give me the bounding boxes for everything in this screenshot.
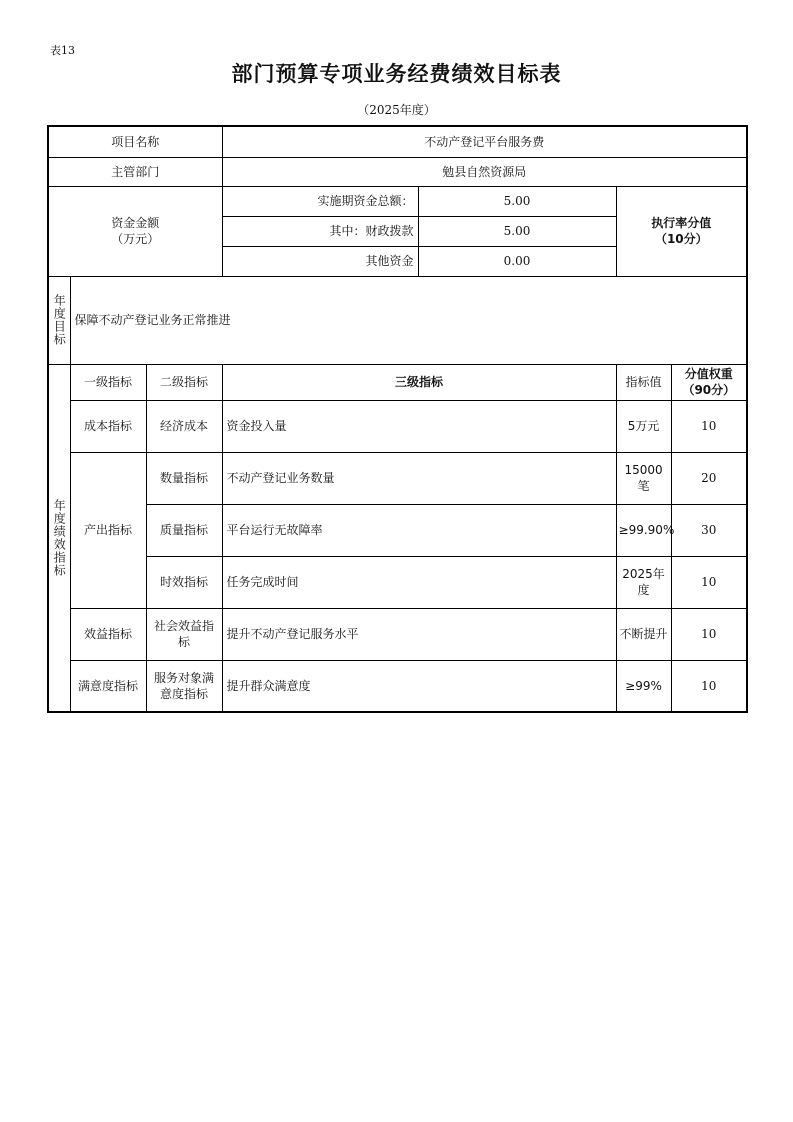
table-row: [48, 556, 747, 608]
other-funds-value: 0.00: [418, 246, 616, 276]
fiscal-funds-value: 5.00: [418, 216, 616, 246]
annual-goal-text: 保障不动产登记业务正常推进: [70, 276, 747, 364]
row-value: ≥99.90%: [616, 504, 671, 556]
performance-table: [47, 125, 748, 713]
header-weight: [671, 364, 747, 400]
row-level2: 服务对象满意度指标: [146, 660, 222, 712]
row-level3: 提升不动产登记服务水平: [222, 608, 616, 660]
row-level1: 产出指标: [70, 452, 146, 608]
row-level1: 成本指标: [70, 400, 146, 452]
funds-label: [48, 186, 222, 276]
header-weight-line2: （90分）: [682, 383, 736, 397]
row-value: ≥99%: [616, 660, 671, 712]
table-number: 表13: [50, 44, 75, 57]
execution-rate-line1: 执行率分值: [651, 216, 712, 230]
row-weight: 30: [671, 504, 747, 556]
row-weight: 10: [671, 608, 747, 660]
row-project-name: [48, 126, 747, 157]
row-level2: 质量指标: [146, 504, 222, 556]
header-level2: 二级指标: [146, 364, 222, 400]
row-level2: 数量指标: [146, 452, 222, 504]
row-weight: 10: [671, 556, 747, 608]
page-title: 部门预算专项业务经费绩效目标表: [231, 62, 562, 86]
row-level3: 平台运行无故障率: [222, 504, 616, 556]
funds-label-line2: （万元）: [111, 232, 160, 246]
row-level3: 不动产登记业务数量: [222, 452, 616, 504]
row-level2: 社会效益指标: [146, 608, 222, 660]
indicator-section-label-cell: [48, 364, 70, 712]
row-weight: 20: [671, 452, 747, 504]
row-level1: 满意度指标: [70, 660, 146, 712]
header-level1: 一级指标: [70, 364, 146, 400]
indicator-section-label: 年度绩效指标: [52, 498, 67, 577]
table-row: [48, 608, 747, 660]
row-value: 不断提升: [616, 608, 671, 660]
row-weight: 10: [671, 660, 747, 712]
table-row: [48, 400, 747, 452]
row-level3: 资金投入量: [222, 400, 616, 452]
total-funds-value: 5.00: [418, 186, 616, 216]
row-annual-goal: [48, 276, 747, 364]
fiscal-funds-label: 其中：财政拨款: [222, 216, 418, 246]
row-weight: 10: [671, 400, 747, 452]
row-funds-total: [48, 186, 747, 216]
row-value: 2025年度: [616, 556, 671, 608]
row-level3: 任务完成时间: [222, 556, 616, 608]
project-name-value: 不动产登记平台服务费: [222, 126, 747, 157]
header-weight-line1: 分值权重: [684, 367, 733, 381]
header-level3: 三级指标: [222, 364, 616, 400]
funds-label-line1: 资金金额: [111, 216, 160, 230]
row-department: [48, 157, 747, 186]
annual-goal-label: 年度目标: [52, 294, 67, 346]
department-label: 主管部门: [48, 157, 222, 186]
table-row: [48, 660, 747, 712]
row-level1: 效益指标: [70, 608, 146, 660]
header-value: 指标值: [616, 364, 671, 400]
row-level2: 经济成本: [146, 400, 222, 452]
row-value: 15000笔: [616, 452, 671, 504]
table-row: [48, 504, 747, 556]
table-row: [48, 452, 747, 504]
fiscal-year: （2025年度）: [357, 103, 436, 117]
execution-rate-line2: （10分）: [654, 232, 708, 246]
annual-goal-label-cell: [48, 276, 70, 364]
department-value: 勉县自然资源局: [222, 157, 747, 186]
row-level3: 提升群众满意度: [222, 660, 616, 712]
total-funds-label: 实施期资金总额：: [222, 186, 418, 216]
row-indicator-header: [48, 364, 747, 400]
execution-rate-score: [616, 186, 747, 276]
project-name-label: 项目名称: [48, 126, 222, 157]
row-level2: 时效指标: [146, 556, 222, 608]
other-funds-label: 其他资金: [222, 246, 418, 276]
row-value: 5万元: [616, 400, 671, 452]
